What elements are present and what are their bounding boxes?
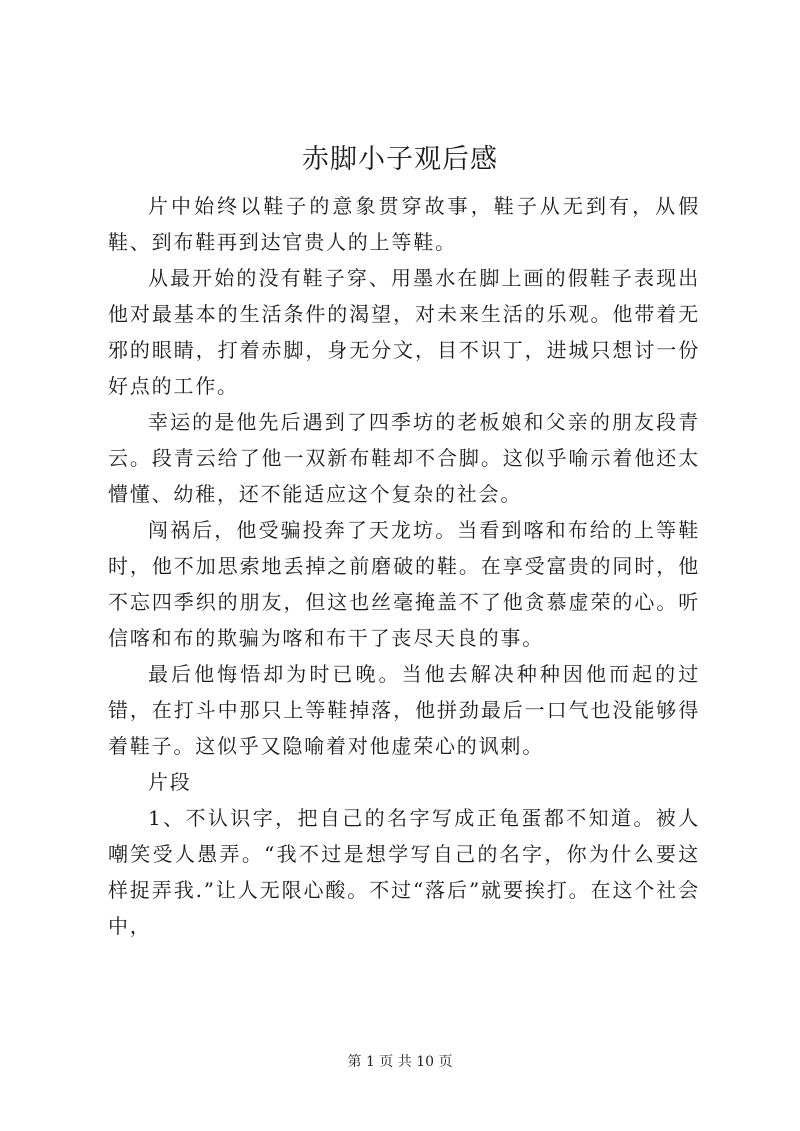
- paragraph-3: 幸运的是他先后遇到了四季坊的老板娘和父亲的朋友段青云。段青云给了他一双新布鞋却不合脚。这似乎喻示着他还太懵懂、幼稚，还不能适应这个复杂的社会。: [108, 410, 700, 506]
- paragraph-4: 闯祸后，他受骗投奔了天龙坊。当看到喀和布给的上等鞋时，他不加思索地丢掉之前磨破的鞋。在享受富贵的同时，他不忘四季织的朋友，但这也丝毫掩盖不了他贪慕虚荣的心。听信喀和布的欺骗为喀和布干了丧尽天良的事。: [108, 518, 700, 650]
- section-heading-excerpts: 片段: [148, 770, 192, 794]
- document-title: 赤脚小子观后感: [302, 144, 498, 175]
- paragraph-1: 片中始终以鞋子的意象贯穿故事，鞋子从无到有，从假鞋、到布鞋再到达官贵人的上等鞋。: [108, 194, 700, 254]
- document-body: [108, 188, 700, 944]
- paragraph-6: 1、不认识字，把自己的名字写成正龟蛋都不知道。被人嘲笑受人愚弄。“我不过是想学写自己的名字，你为什么要这样捉弄我.”让人无限心酸。不过“落后”就要挨打。在这个社会中，: [108, 806, 700, 938]
- paragraph-2: 从最开始的没有鞋子穿、用墨水在脚上画的假鞋子表现出他对最基本的生活条件的渴望，对未来生活的乐观。他带着无邪的眼睛，打着赤脚，身无分文，目不识丁，进城只想讨一份好点的工作。: [108, 266, 700, 398]
- page-footer: 第 1 页 共 10 页: [347, 1054, 453, 1070]
- paragraph-5: 最后他悔悟却为时已晚。当他去解决种种因他而起的过错，在打斗中那只上等鞋掉落，他拼劲最后一口气也没能够得着鞋子。这似乎又隐喻着对他虚荣心的讽刺。: [108, 662, 700, 758]
